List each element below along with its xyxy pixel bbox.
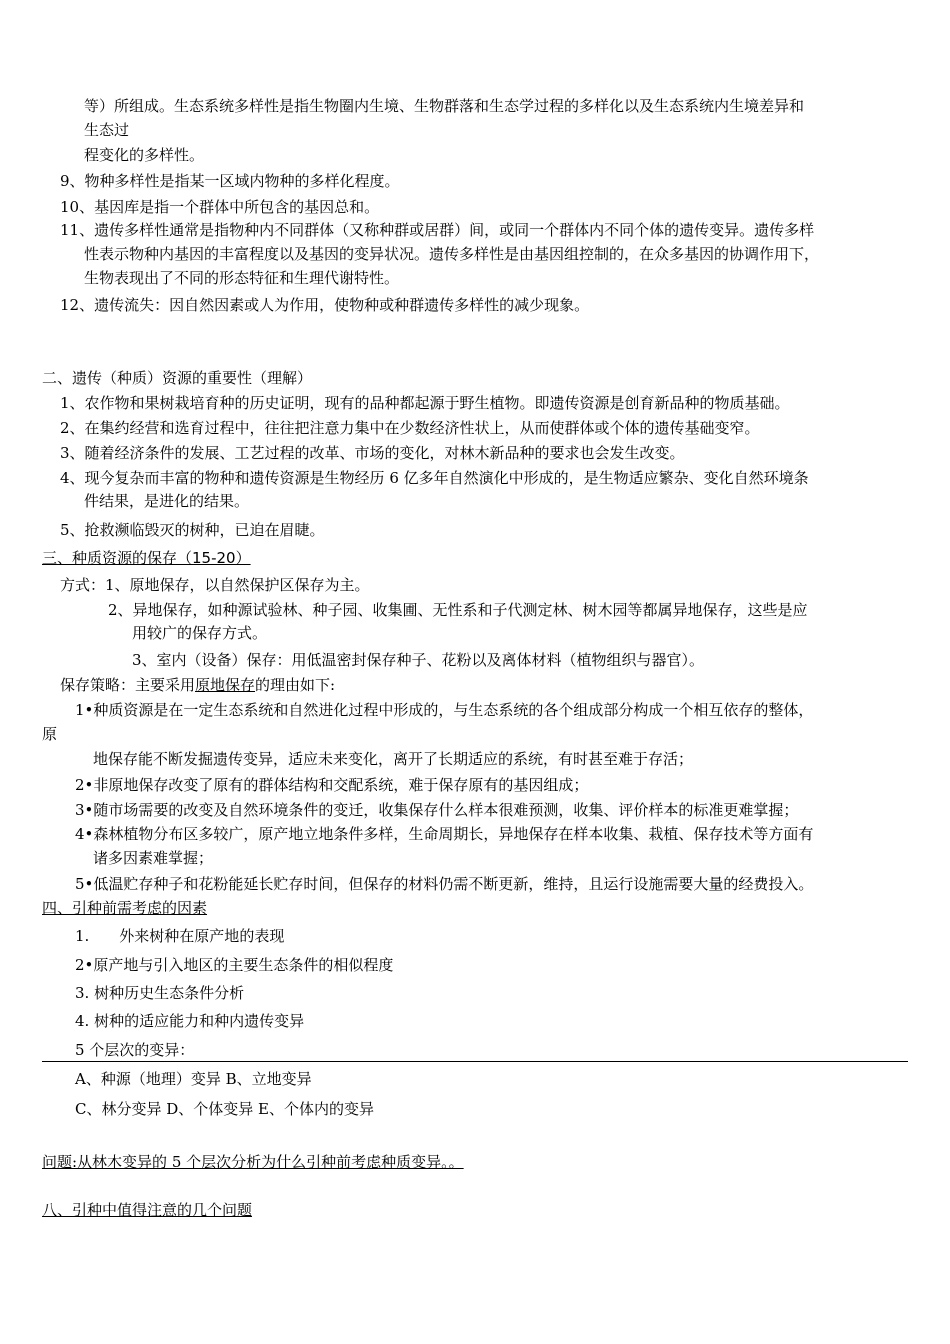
list-item: 1、农作物和果树栽培育种的历史证明，现有的品种都起源于野生植物。即遗传资源是创育新品种的物质基础。 (60, 394, 790, 412)
list-item: 10、基因库是指一个群体中所包含的基因总和。 (60, 198, 380, 216)
reason-item-continuation: 原 (42, 725, 58, 743)
reason-item: 3•随市场需要的改变及自然环境条件的变迁，收集保存什么样本很难预测，收集、评价样本的标准更难掌握； (75, 801, 799, 819)
method-item: 3、室内（设备）保存：用低温密封保存种子、花粉以及离体材料（植物组织与器官）。 (132, 651, 705, 669)
reason-item: 5•低温贮存种子和花粉能延长贮存时间，但保存的材料仍需不断更新，维持，且运行设施需要大量的经费投入。 (75, 875, 814, 893)
paragraph-line: 程变化的多样性。 (84, 146, 205, 164)
method-item: 2、异地保存，如种源试验林、种子园、收集圃、无性系和子代测定林、树木园等都属异地保存，这些是应 (108, 601, 808, 619)
list-item-continuation: 性表示物种内基因的丰富程度以及基因的变异状况。遗传多样性是由基因组控制的，在众多基因的协调作用下， (84, 245, 820, 263)
variation-levels-line: C、林分变异 D、个体变异 E、个体内的变异 (75, 1100, 374, 1118)
divider (42, 1061, 908, 1062)
factor-item: 3. 树种历史生态条件分析 (75, 984, 245, 1002)
method-item-continuation: 用较广的保存方式。 (132, 624, 268, 642)
paragraph-line: 等）所组成。生态系统多样性是指生物圈内生境、生物群落和生态学过程的多样化以及生态系统内生境差异和 (84, 97, 805, 115)
list-item-continuation: 生物表现出了不同的形态特征和生理代谢特性。 (84, 269, 400, 287)
section-heading: 二、遗传（种质）资源的重要性（理解） (42, 369, 313, 387)
strategy-prefix: 保存策略：主要采用 (60, 676, 196, 694)
strategy-line (60, 675, 335, 695)
paragraph-line: 生态过 (84, 121, 130, 139)
list-item-continuation: 件结果，是进化的结果。 (84, 492, 250, 510)
reason-item: 2•非原地保存改变了原有的群体结构和交配系统，难于保存原有的基因组成； (75, 776, 589, 794)
variation-levels-title: 5 个层次的变异： (75, 1041, 195, 1059)
list-item: 4、现今复杂而丰富的物种和遗传资源是生物经历 6 亿多年自然演化中形成的，是生物适应繁杂、变化自然环境条 (60, 469, 809, 487)
list-item: 3、随着经济条件的发展、工艺过程的改革、市场的变化，对林木新品种的要求也会发生改变。 (60, 444, 685, 462)
list-item: 2、在集约经营和选育过程中，往往把注意力集中在少数经济性状上，从而使群体或个体的遗传基础变窄。 (60, 419, 760, 437)
factor-item: 2•原产地与引入地区的主要生态条件的相似程度 (75, 956, 394, 974)
reason-item: 4•森林植物分布区多较广，原产地立地条件多样，生命周期长，异地保存在样本收集、栽植、保存技术等方面有 (75, 825, 814, 843)
variation-levels-line: A、种源（地理）变异 B、立地变异 (75, 1070, 312, 1088)
strategy-highlight: 原地保存 (195, 676, 256, 694)
list-item: 11、遗传多样性通常是指物种内不同群体（又称种群或居群）间，或同一个群体内不同个体的遗传变异。遗传多样 (60, 221, 815, 239)
list-item: 9、物种多样性是指某一区域内物种的多样化程度。 (60, 172, 400, 190)
section-heading: 八、引种中值得注意的几个问题 (42, 1201, 253, 1219)
factor-item: 4. 树种的适应能力和种内遗传变异 (75, 1012, 305, 1030)
list-item: 5、抢救濒临毁灭的树种，已迫在眉睫。 (60, 521, 325, 539)
question-line: 问题:从林木变异的 5 个层次分析为什么引种前考虑种质变异。。 (42, 1153, 464, 1171)
section-heading: 四、引种前需考虑的因素 (42, 899, 208, 917)
strategy-suffix: 的理由如下: (255, 676, 336, 694)
section-heading: 三、种质资源的保存（15-20） (42, 549, 251, 567)
reason-item-continuation: 地保存能不断发掘遗传变异，适应未来变化，离开了长期适应的系统，有时甚至难于存活； (93, 750, 694, 768)
list-item: 12、遗传流失：因自然因素或人为作用，使物种或种群遗传多样性的减少现象。 (60, 296, 590, 314)
reason-item: 1•种质资源是在一定生态系统和自然进化过程中形成的，与生态系统的各个组成部分构成一个相互依存的整体， (75, 701, 814, 719)
factor-item: 1. 外来树种在原产地的表现 (75, 927, 285, 945)
method-item: 方式：1、原地保存，以自然保护区保存为主。 (60, 576, 370, 594)
reason-item-continuation: 诸多因素难掌握； (93, 849, 214, 867)
